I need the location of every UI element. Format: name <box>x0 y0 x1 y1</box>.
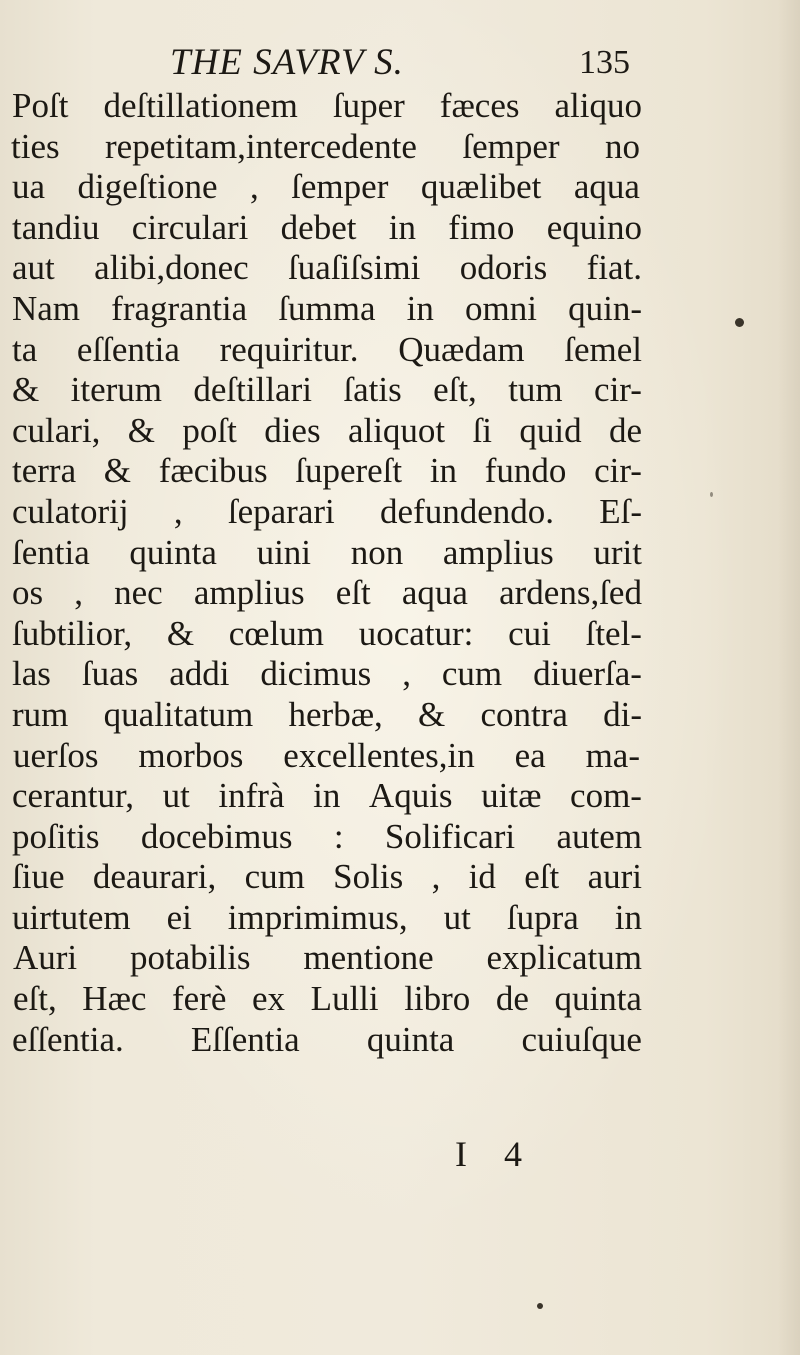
word: auri <box>587 857 642 897</box>
word: in <box>614 897 642 937</box>
word: ſentia <box>12 532 90 572</box>
word: Lulli <box>310 979 379 1019</box>
text-line <box>0 938 800 979</box>
word: Auri <box>13 938 78 978</box>
word: di- <box>603 694 642 734</box>
word: Hæc <box>82 979 147 1019</box>
word: circulari <box>131 207 249 247</box>
word: ſuper <box>332 86 405 125</box>
word: repetitam,intercedente <box>105 126 417 166</box>
text-line <box>0 857 800 898</box>
word: ſubtilior, <box>12 613 133 653</box>
word: eſt, <box>13 979 57 1019</box>
word: amplius <box>193 573 305 613</box>
word: equino <box>546 207 642 247</box>
word: fimo <box>448 207 515 247</box>
word: ea <box>514 735 546 775</box>
signature-mark: I 4 <box>455 1134 536 1174</box>
word: herbæ, <box>288 694 383 734</box>
word: poſt <box>182 410 237 450</box>
word: eſt <box>524 857 560 897</box>
word: & <box>127 410 156 450</box>
word: alibi,donec <box>94 248 249 288</box>
word: , <box>74 573 83 613</box>
word: in <box>313 776 341 816</box>
word: debet <box>280 207 357 247</box>
word: deſtillari <box>193 370 312 410</box>
word: in <box>429 451 458 491</box>
word: ſeparari <box>227 491 335 531</box>
word: las <box>12 654 51 694</box>
word: imprimimus, <box>227 897 408 937</box>
word: uocatur: <box>358 613 474 653</box>
word: aqua <box>401 573 468 613</box>
word: fragrantia <box>111 288 248 328</box>
word: eſt <box>335 573 371 613</box>
word: digeſtione <box>77 167 218 207</box>
word: deaurari, <box>92 857 217 897</box>
word: , <box>402 654 411 694</box>
word: culari, <box>12 410 101 450</box>
ink-speck <box>735 318 744 327</box>
word: autem <box>556 816 642 856</box>
text-line <box>0 573 800 614</box>
word: ties <box>11 126 60 166</box>
word: aliquot <box>347 410 446 450</box>
word: Quædam <box>398 329 525 369</box>
word: & <box>12 370 40 410</box>
text-line <box>0 411 800 452</box>
word: id <box>468 857 496 897</box>
word: omni <box>465 288 537 328</box>
text-line <box>0 370 800 411</box>
word: aqua <box>573 167 640 207</box>
word: ma- <box>585 735 640 775</box>
word: ua <box>12 167 46 207</box>
word: cerantur, <box>12 776 134 816</box>
word: Nam <box>12 288 81 328</box>
text-line <box>0 817 800 858</box>
word: in <box>406 288 434 328</box>
word: uitæ <box>481 776 542 816</box>
word: no <box>604 126 640 166</box>
word: dies <box>264 410 321 450</box>
text-line <box>0 1020 800 1061</box>
word: & <box>418 694 446 734</box>
word: ſtel- <box>585 613 642 653</box>
word: os <box>12 573 44 613</box>
word: ſemper <box>462 126 560 166</box>
word: addi <box>169 654 230 694</box>
text-line <box>0 492 800 533</box>
word: fiat. <box>586 248 642 288</box>
word: excellentes,in <box>283 735 475 775</box>
word: cuiuſque <box>521 1019 642 1059</box>
text-line <box>0 127 800 168</box>
word: Aquis <box>368 776 453 816</box>
word: ſuaſiſsimi <box>288 248 421 288</box>
text-line <box>0 654 800 695</box>
word: ſuas <box>81 654 139 694</box>
word: docebimus <box>140 816 293 856</box>
text-line <box>0 451 800 492</box>
word: fundo <box>484 451 567 491</box>
word: ut <box>443 897 471 937</box>
text-line <box>0 614 800 655</box>
word: , <box>431 857 441 897</box>
ink-speck <box>537 1303 543 1309</box>
word: de <box>608 410 642 450</box>
word: ſemper <box>291 167 389 207</box>
page-header <box>0 43 800 83</box>
word: qualitatum <box>103 694 254 734</box>
word: infrà <box>218 776 285 816</box>
word: cœlum <box>228 613 325 653</box>
word: Eſ- <box>599 491 642 531</box>
word: rum <box>12 694 69 734</box>
word: aliquo <box>554 86 642 125</box>
text-line <box>0 695 800 736</box>
word: morbos <box>138 735 244 775</box>
text-line <box>0 979 800 1020</box>
word: deſtillationem <box>103 86 298 125</box>
word: & <box>103 451 132 491</box>
word: libro <box>404 979 471 1019</box>
word: Poſt <box>12 86 69 125</box>
word: iterum <box>70 370 162 410</box>
word: aut <box>12 248 55 288</box>
text-line <box>0 208 800 249</box>
word: defundendo. <box>380 491 554 531</box>
word: cir- <box>594 370 642 410</box>
word: ſatis <box>343 370 402 410</box>
word: & <box>166 613 195 653</box>
text-line <box>0 736 800 777</box>
word: uini <box>256 532 312 572</box>
word: quinta <box>366 1019 455 1059</box>
word: cui <box>508 613 551 653</box>
word: requiritur. <box>219 329 359 369</box>
text-line <box>0 167 800 208</box>
word: ut <box>162 776 190 816</box>
word: cum <box>441 654 503 694</box>
text-line <box>0 289 800 330</box>
word: de <box>495 979 529 1019</box>
word: : <box>333 816 344 856</box>
word: potabilis <box>129 938 251 978</box>
page-number: 135 <box>579 44 630 81</box>
word: , <box>173 491 183 531</box>
word: Eſſentia <box>190 1019 300 1059</box>
word: odoris <box>459 248 548 288</box>
word: quælibet <box>420 167 542 207</box>
word: ſiue <box>12 857 65 897</box>
word: ex <box>251 979 286 1019</box>
word: quin- <box>568 288 642 328</box>
word: quid <box>519 410 582 450</box>
word: non <box>350 532 404 572</box>
word: cir- <box>594 451 642 491</box>
word: eſſentia. <box>12 1019 124 1059</box>
word: tandiu <box>12 207 100 247</box>
word: dicimus <box>260 654 372 694</box>
word: com- <box>570 776 642 816</box>
ink-speck <box>710 492 713 497</box>
word: ſupereſt <box>295 451 403 491</box>
word: quinta <box>554 979 642 1019</box>
word: cum <box>244 857 305 897</box>
running-title: THE SAVRV S. <box>170 42 404 83</box>
word: , <box>249 167 259 207</box>
word: diuerſa- <box>533 654 642 694</box>
text-line <box>0 330 800 371</box>
word: tum <box>508 370 563 410</box>
word: fæcibus <box>158 451 268 491</box>
word: uirtutem <box>12 897 131 937</box>
text-line <box>0 248 800 289</box>
word: amplius <box>442 532 554 572</box>
text-line <box>0 533 800 574</box>
text-line <box>0 776 800 817</box>
word: Solificari <box>384 816 516 856</box>
word: nec <box>114 573 163 613</box>
word: urit <box>593 532 642 572</box>
word: eſt, <box>433 370 477 410</box>
word: Solis <box>333 857 404 897</box>
word: ei <box>166 897 192 937</box>
word: contra <box>480 694 568 734</box>
word: quinta <box>129 532 217 572</box>
word: culatorij <box>12 491 129 531</box>
word: uerſos <box>13 735 99 775</box>
word: fæces <box>439 86 520 125</box>
word: ferè <box>172 979 227 1019</box>
body-text <box>0 86 800 1060</box>
word: poſitis <box>12 816 100 856</box>
word: ſumma <box>278 288 376 328</box>
word: ſupra <box>506 897 579 937</box>
word: terra <box>12 451 77 491</box>
text-line <box>0 898 800 939</box>
text-line <box>0 86 800 127</box>
word: ta <box>12 329 38 369</box>
word: mentione <box>303 938 434 978</box>
word: in <box>388 207 416 247</box>
word: eſſentia <box>76 329 180 369</box>
word: ardens,ſed <box>499 573 642 613</box>
word: ſi <box>472 410 492 450</box>
word: ſemel <box>564 329 642 369</box>
word: explicatum <box>486 938 642 978</box>
